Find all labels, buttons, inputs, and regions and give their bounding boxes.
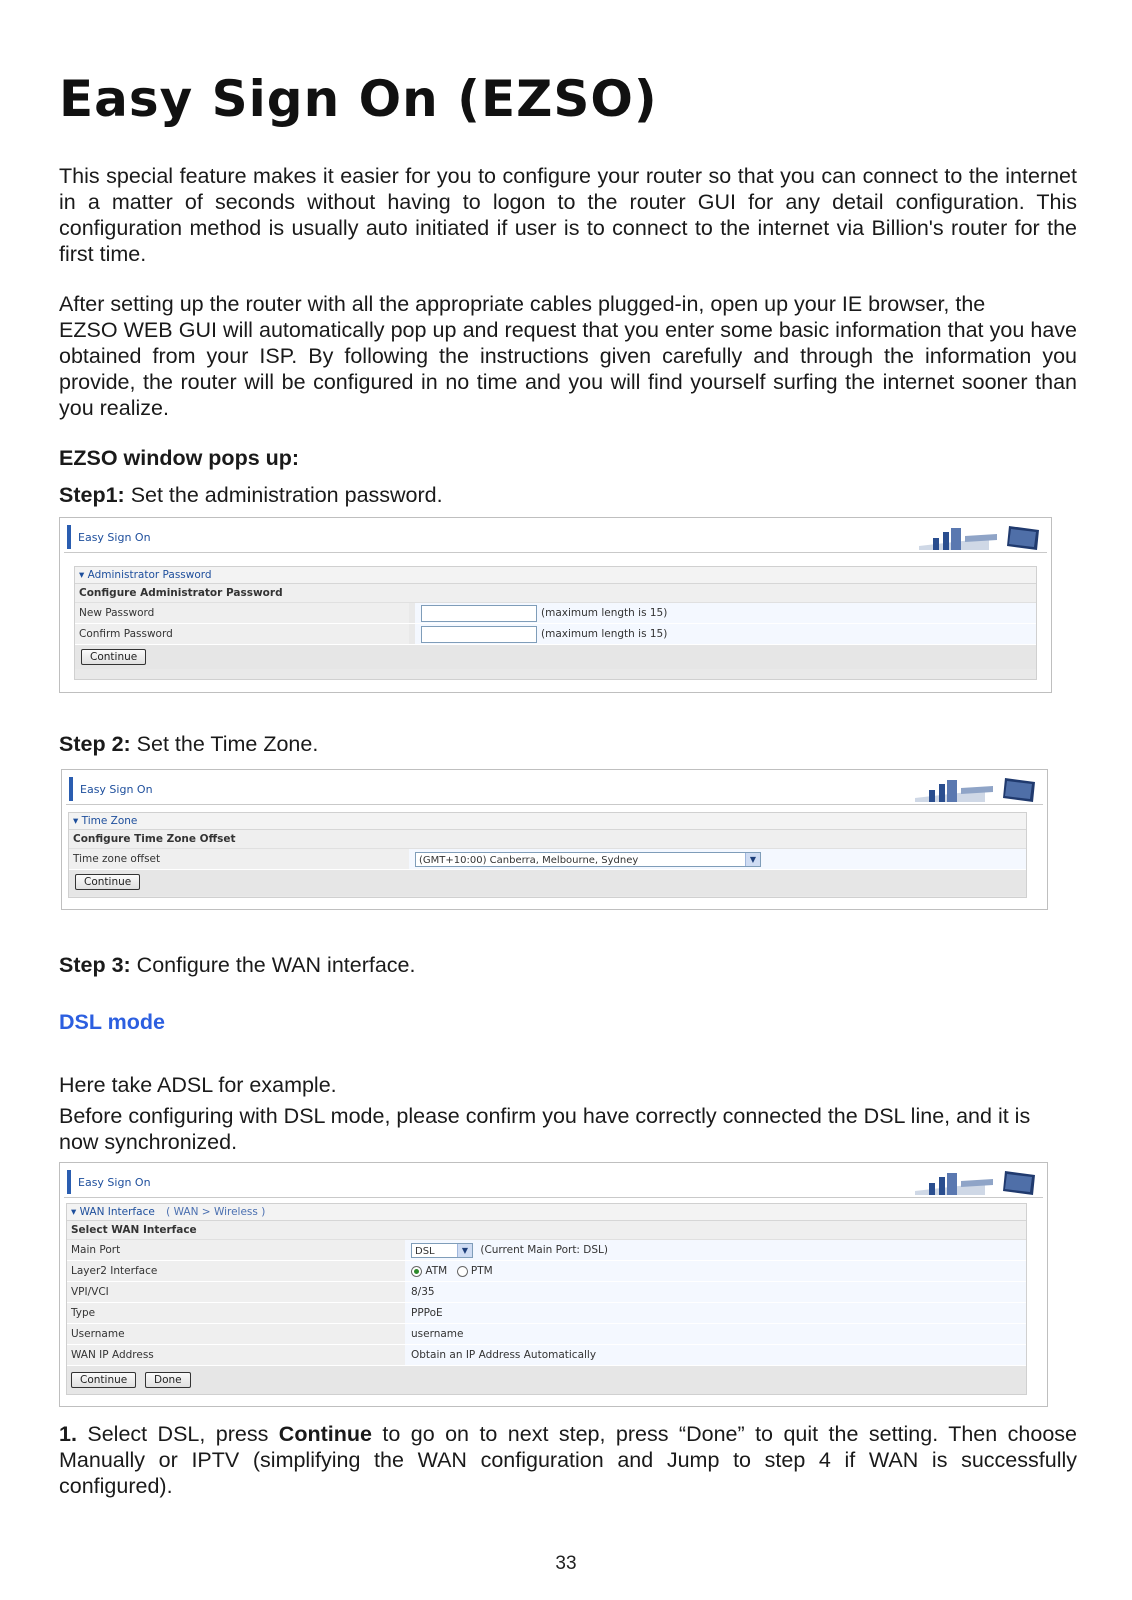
main-port-note: (Current Main Port: DSL) (480, 1244, 609, 1256)
shot-header (64, 1167, 1043, 1198)
step1-label: Step1: (59, 483, 125, 507)
wan-interface-screenshot (59, 1162, 1048, 1407)
chevron-down-icon: ▼ (457, 1244, 472, 1257)
dsl-confirm-text: Before configuring with DSL mode, please confirm you have correctly connected the DSL line, and it is now synchronized. (59, 1104, 1031, 1154)
shot-header-title: Easy Sign On (78, 531, 151, 544)
atm-radio[interactable] (411, 1266, 422, 1277)
section-title: ▾ Time Zone (69, 813, 1026, 830)
type-value: PPPoE (405, 1303, 1026, 1323)
setup-paragraph: EZSO WEB GUI will automatically pop up and request that you enter some basic information that you have obtained from your ISP. By following the instructions given carefully and through the information you provide, the router will be configured in no time and you will find yourself surfing the internet sooner than you realize. (59, 318, 1077, 420)
time-zone-row (69, 849, 1026, 870)
note-1-text-a: Select DSL, press (76, 1422, 279, 1446)
atm-label: ATM (425, 1265, 448, 1277)
time-zone-selected: (GMT+10:00) Canberra, Melbourne, Sydney (419, 854, 639, 866)
note-1-number: 1. (59, 1422, 77, 1446)
new-password-label: New Password (75, 603, 409, 623)
header-accent (67, 1170, 71, 1194)
router-logo-icon (915, 776, 1039, 804)
chevron-down-icon: ▼ (745, 853, 760, 866)
vpi-vci-row (67, 1282, 1026, 1303)
main-port-select[interactable] (411, 1243, 473, 1258)
layer2-value (405, 1261, 1026, 1281)
confirm-password-hint: (maximum length is 15) (541, 628, 668, 640)
new-password-row (75, 603, 1036, 624)
shot-header-title: Easy Sign On (80, 783, 153, 796)
subsection-title: Configure Administrator Password (75, 584, 1036, 603)
step3-label: Step 3: (59, 953, 131, 977)
vpi-vci-value: 8/35 (405, 1282, 1026, 1302)
continue-button[interactable]: Continue (81, 649, 146, 665)
confirm-password-value (415, 624, 1036, 644)
dsl-mode-heading: DSL mode (59, 1010, 165, 1034)
note-1-text-b: to go on to next step, press “Done” to quit the setting. Then choose Manually or IPTV (simplifying the WAN configuration and Jump to step 4 if WAN is successfully configured). (59, 1422, 1077, 1498)
wan-interface-panel (66, 1203, 1027, 1395)
ptm-radio[interactable] (457, 1266, 468, 1277)
ptm-label: PTM (470, 1265, 493, 1277)
username-row (67, 1324, 1026, 1345)
breadcrumb (166, 1206, 265, 1218)
adsl-example-text: Here take ADSL for example. (59, 1073, 337, 1097)
username-label: Username (67, 1324, 405, 1344)
step1-text (59, 482, 443, 508)
step2-label: Step 2: (59, 732, 131, 756)
new-password-input[interactable] (421, 605, 537, 622)
username-value: username (405, 1324, 1026, 1344)
breadcrumb-separator: > (201, 1206, 211, 1218)
confirm-password-input[interactable] (421, 626, 537, 643)
wan-section-label: ▾ WAN Interface (71, 1206, 155, 1218)
continue-button[interactable]: Continue (75, 874, 140, 890)
time-zone-value (409, 849, 1026, 869)
ezso-heading: EZSO window pops up: (59, 446, 300, 470)
section-title (67, 1204, 1026, 1221)
layer2-label: Layer2 Interface (67, 1261, 405, 1281)
step1-desc: Set the administration password. (124, 483, 443, 507)
note-1-continue-word: Continue (278, 1422, 372, 1446)
admin-password-panel (74, 566, 1037, 680)
new-password-hint: (maximum length is 15) (541, 607, 668, 619)
header-accent (69, 777, 73, 801)
step2-desc: Set the Time Zone. (130, 732, 319, 756)
page-number: 33 (555, 1553, 577, 1574)
subsection-title: Configure Time Zone Offset (69, 830, 1026, 849)
intro-paragraph: This special feature makes it easier for you to configure your router so that you can connect to the internet in a matter of seconds without having to logon to the router GUI for any detail configuration. This configuration method is usually auto initiated if user is to connect to the internet via Billion's router for the first time. (59, 164, 1077, 266)
confirm-password-row (75, 624, 1036, 645)
main-port-value (405, 1240, 1026, 1260)
wan-ip-label: WAN IP Address (67, 1345, 405, 1365)
breadcrumb-wireless[interactable]: Wireless ) (213, 1206, 266, 1218)
wan-ip-value: Obtain an IP Address Automatically (405, 1345, 1026, 1365)
page-title: Easy Sign On (EZSO) (59, 70, 658, 128)
shot-header (66, 774, 1043, 805)
button-row (69, 870, 1026, 896)
setup-paragraph-line1: After setting up the router with all the appropriate cables plugged-in, open up your IE browser, the (59, 292, 986, 316)
section-title: ▾ Administrator Password (75, 567, 1036, 584)
main-port-row (67, 1240, 1026, 1261)
note-1-paragraph (59, 1421, 1077, 1499)
time-zone-label: Time zone offset (69, 849, 409, 869)
shot-header-title: Easy Sign On (78, 1176, 151, 1189)
confirm-password-label: Confirm Password (75, 624, 409, 644)
continue-button[interactable]: Continue (71, 1372, 136, 1388)
header-accent (67, 525, 71, 549)
step2-text (59, 731, 318, 757)
wan-ip-row (67, 1345, 1026, 1366)
type-label: Type (67, 1303, 405, 1323)
time-zone-select[interactable] (415, 852, 761, 867)
new-password-value (415, 603, 1036, 623)
vpi-vci-label: VPI/VCI (67, 1282, 405, 1302)
router-logo-icon (919, 524, 1043, 552)
subsection-title: Select WAN Interface (67, 1221, 1026, 1240)
time-zone-screenshot (61, 769, 1048, 910)
done-button[interactable]: Done (145, 1372, 191, 1388)
step3-desc: Configure the WAN interface. (130, 953, 416, 977)
router-logo-icon (915, 1169, 1039, 1197)
shot-header (64, 522, 1047, 553)
main-port-label: Main Port (67, 1240, 405, 1260)
button-row (67, 1366, 1026, 1394)
admin-password-screenshot (59, 517, 1052, 693)
button-row (75, 645, 1036, 669)
type-row (67, 1303, 1026, 1324)
layer2-row (67, 1261, 1026, 1282)
main-port-selected: DSL (415, 1245, 435, 1257)
step3-text (59, 952, 416, 978)
breadcrumb-wan: ( WAN (166, 1206, 199, 1218)
time-zone-panel (68, 812, 1027, 898)
